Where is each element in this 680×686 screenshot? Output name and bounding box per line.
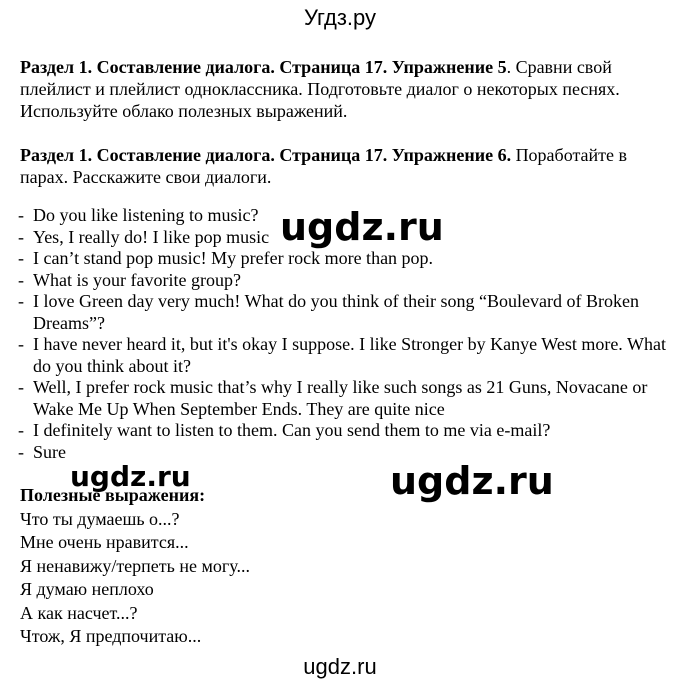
watermark: ugdz.ru bbox=[390, 459, 554, 503]
site-title: Угдз.ру bbox=[303, 5, 377, 30]
exercise-6-text: Поработайте в парах. Расскажите свои диалоги. bbox=[20, 145, 628, 187]
phrase-item: А как насчет...? bbox=[20, 602, 138, 623]
phrase-item: Что ты думаешь о...? bbox=[20, 508, 180, 529]
useful-phrases bbox=[20, 484, 420, 649]
exercise-5 bbox=[20, 56, 670, 122]
exercise-5-text: . Сравни свой плейлист и плейлист одноклассника. Подготовьте диалог о некоторых песнях. Используйте облако полезных выражений. bbox=[20, 57, 620, 121]
dialog-line: - Well, I prefer rock music that’s why I really like such songs as 21 Guns, Novacane or Wake Me Up When September Ends. They are quite nice bbox=[18, 377, 668, 420]
exercise-6 bbox=[20, 144, 670, 188]
dialog-line: - Sure bbox=[18, 442, 668, 464]
dialog-line: - I can’t stand pop music! My prefer rock more than pop. bbox=[18, 248, 668, 270]
dialog-line: - I have never heard it, but it's okay I suppose. I like Stronger by Kanye West more. What do you think about it? bbox=[18, 334, 668, 377]
dialog-line: - I love Green day very much! What do you think of their song “Boulevard of Broken Dreams”? bbox=[18, 291, 668, 334]
phrase-item: Я думаю неплохо bbox=[20, 579, 154, 599]
dialog-line: - What is your favorite group? bbox=[18, 270, 668, 292]
watermark: ugdz.ru bbox=[70, 460, 191, 493]
useful-phrases-title: Полезные выражения: bbox=[20, 485, 206, 505]
exercise-5-heading: Раздел 1. Составление диалога. Страница 17. Упражнение 5 bbox=[20, 57, 507, 77]
dialog-line: - Do you like listening to music? bbox=[18, 205, 668, 227]
watermark: ugdz.ru bbox=[280, 205, 444, 249]
dialog-line: - I definitely want to listen to them. Can you send them to me via e-mail? bbox=[18, 420, 668, 442]
exercise-6-heading: Раздел 1. Составление диалога. Страница 17. Упражнение 6. bbox=[20, 145, 512, 165]
phrase-item: Мне очень нравится... bbox=[20, 532, 189, 552]
phrase-item: Чтож, Я предпочитаю... bbox=[20, 626, 202, 646]
dialog-line: - Yes, I really do! I like pop music bbox=[18, 227, 668, 249]
footer-site-link[interactable]: ugdz.ru bbox=[303, 654, 377, 679]
phrase-item: Я ненавижу/терпеть не могу... bbox=[20, 555, 250, 576]
